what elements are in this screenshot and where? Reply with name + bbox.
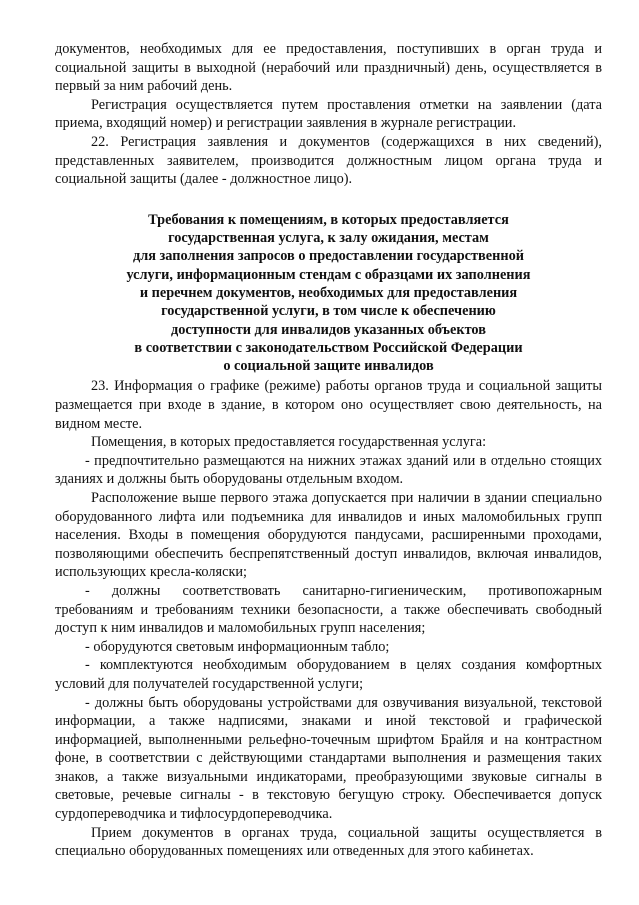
heading-line: государственная услуга, к залу ожидания, местам	[168, 230, 489, 247]
section-heading	[55, 211, 602, 376]
paragraph-premises: Помещения, в которых предоставляется государственная услуга:	[91, 434, 487, 451]
paragraph-23: 23. Информация о графике (режиме) работы органов труда и социальной защиты размещается при входе в здание, в котором оно осуществляет свою деятельность, на видном месте.	[55, 378, 602, 432]
list-item: - должны соответствовать санитарно-гигиеническим, противопожарным требованиям и требованиям техники безопасности, а также обеспечивать свободный доступ к ним инвалидов и маломобильных групп населения;	[55, 582, 602, 637]
paragraph-22: 22. Регистрация заявления и документов (содержащихся в них сведений), представленных заявителем, производится должностным лицом органа труда и социальной защиты (далее - должностное лицо).	[55, 133, 602, 188]
list-item: - должны быть оборудованы устройствами для озвучивания визуальной, текстовой информации, а также надписями, знаками и иной текстовой и графической информацией, выполненными рельефно-точечным шрифтом Брайля и на контрастном фоне, в соответствии с действующими стандартами выполнения и размещения таких знаков, а также визуальными индикаторами, преобразующими звуковые сигналы в световые, речевые сигналы - в текстовую бегущую строку. Обеспечивается допуск сурдопереводчика и тифлосурдопереводчика.	[55, 694, 602, 823]
list-item: - предпочтительно размещаются на нижних этажах зданий или в отдельно стоящих зданиях и должны быть оборудованы отдельным входом.	[55, 452, 602, 488]
paragraph-location: Расположение выше первого этажа допускается при наличии в здании специально оборудованного лифта или подъемника для инвалидов и иных маломобильных групп населения. Входы в помещения оборудуются пандусами, расширенными проходами, позволяющими обеспечить беспрепятственный доступ инвалидов, включая инвалидов, использующих кресла-коляски;	[55, 489, 602, 581]
document-page	[55, 40, 602, 861]
heading-line: и перечнем документов, необходимых для предоставления	[139, 284, 518, 301]
list-item: - комплектуются необходимым оборудованием в целях создания комфортных условий для получателей государственной услуги;	[55, 657, 602, 692]
heading-line: Требования к помещениям, в которых предоставляется	[148, 211, 509, 228]
heading-line: в соответствии с законодательством Российской Федерации	[134, 339, 523, 356]
list-item: - оборудуются световым информационным табло;	[85, 638, 390, 655]
paragraph-continuation: документов, необходимых для ее предоставления, поступивших в орган труда и социальной защиты в выходной (нерабочий или праздничный) день, осуществляется в первый за ним рабочий день.	[55, 41, 602, 95]
heading-line: государственной услуги, в том числе к обеспечению	[161, 303, 496, 320]
heading-line: услуги, информационным стендам с образцами их заполнения	[126, 266, 531, 283]
paragraph-reception: Прием документов в органах труда, социальной защиты осуществляется в специально оборудованных помещениях или отведенных для этого кабинетах.	[55, 824, 602, 860]
heading-line: для заполнения запросов о предоставлении государственной	[133, 248, 524, 265]
heading-line: доступности для инвалидов указанных объектов	[171, 321, 486, 338]
paragraph-registration: Регистрация осуществляется путем проставления отметки на заявлении (дата приема, входящий номер) и регистрации заявления в журнале регистрации.	[55, 96, 602, 132]
heading-line: о социальной защите инвалидов	[223, 358, 434, 375]
